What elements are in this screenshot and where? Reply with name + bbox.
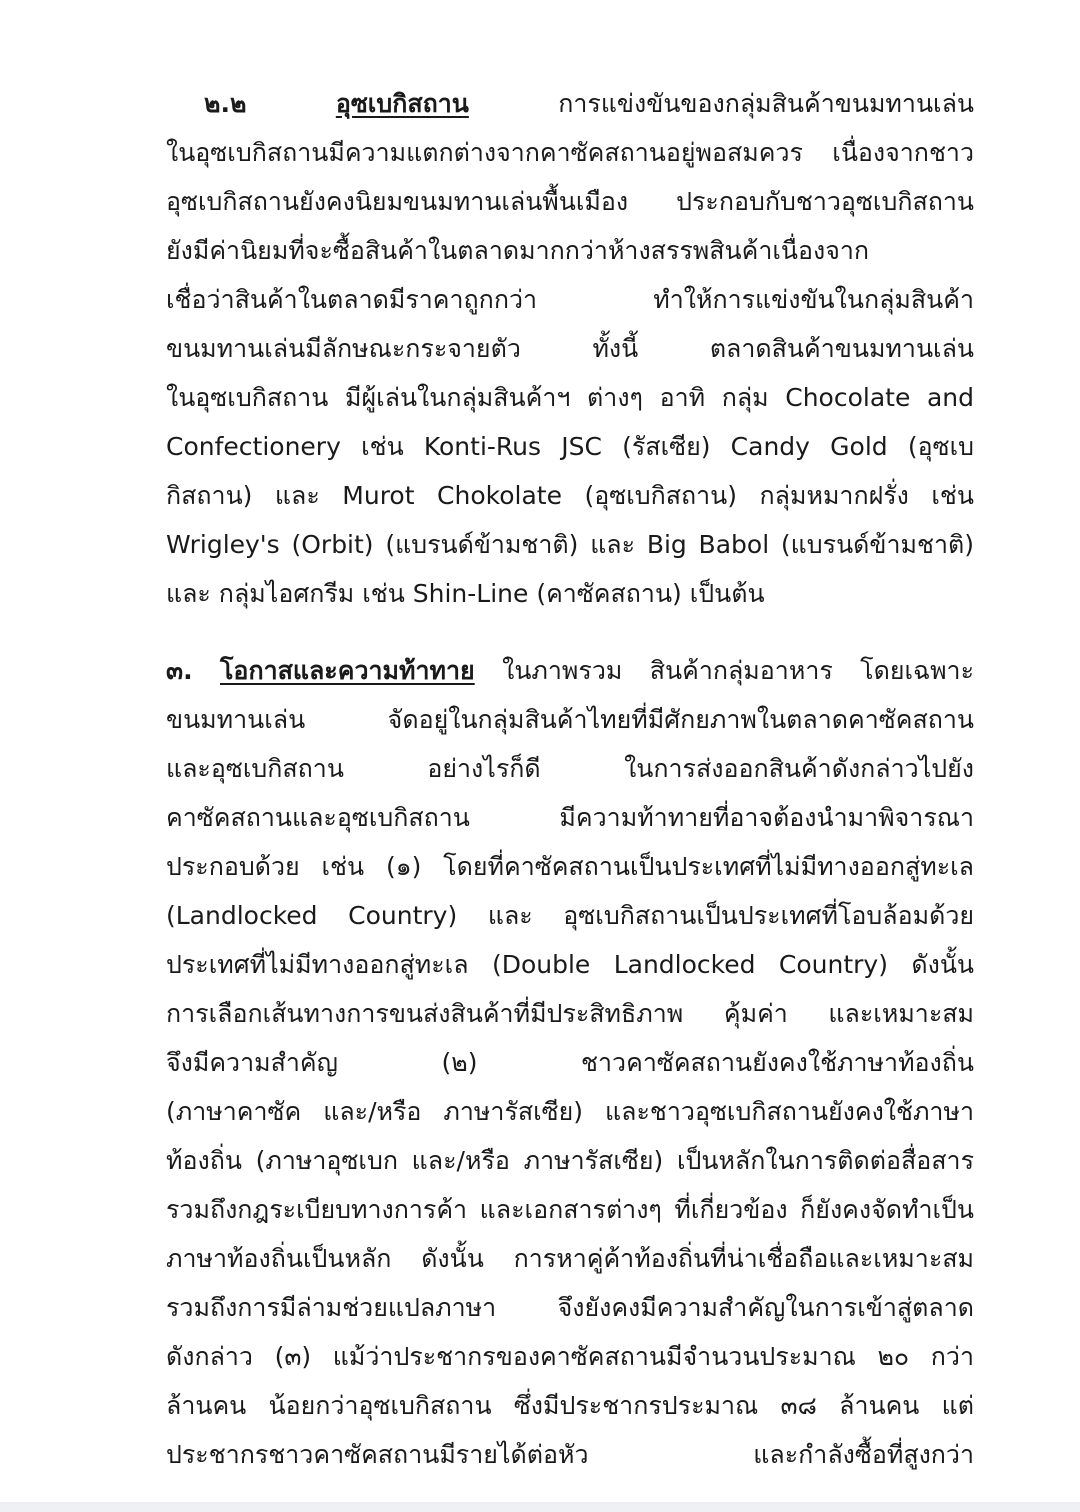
paragraph-line: จึงมีความสำคัญ (๒) ชาวคาซัคสถานยังคงใช้ภาษาท้องถิ่น [166,1048,974,1077]
paragraph-line: ภาษาท้องถิ่นเป็นหลัก ดังนั้น การหาคู่ค้าท้องถิ่นที่น่าเชื่อถือและเหมาะสม [166,1244,974,1273]
paragraph-line: กิสถาน) และ Murot Chokolate (อุซเบกิสถาน) กลุ่มหมากฝรั่ง เช่น [166,481,974,510]
paragraph-line: ในอุซเบกิสถาน มีผู้เล่นในกลุ่มสินค้าฯ ต่างๆ อาทิ กลุ่ม Chocolate and [166,383,974,412]
paragraph-line: ประเทศที่ไม่มีทางออกสู่ทะเล (Double Landlocked Country) ดังนั้น [166,950,974,979]
paragraph-line: Wrigley's (Orbit) (แบรนด์ข้ามชาติ) และ Big Babol (แบรนด์ข้ามชาติ) [166,530,974,559]
section-3-number: ๓. [166,656,193,685]
paragraph-line: (ภาษาคาซัค และ/หรือ ภาษารัสเซีย) และชาวอุซเบกิสถานยังคงใช้ภาษา [166,1097,974,1126]
paragraph-line: การเลือกเส้นทางการขนส่งสินค้าที่มีประสิทธิภาพ คุ้มค่า และเหมาะสม [166,999,974,1028]
section-3-line-1 [166,646,974,695]
section-2-2-heading: อุซเบกิสถาน [335,89,469,118]
section-3-first-line-text: ในภาพรวม สินค้ากลุ่มอาหาร โดยเฉพาะ [502,656,975,685]
paragraph-line: ยังมีค่านิยมที่จะซื้อสินค้าในตลาดมากกว่าห้างสรรพสินค้าเนื่องจาก [166,236,870,265]
paragraph-line: ล้านคน น้อยกว่าอุซเบกิสถาน ซึ่งมีประชากรประมาณ ๓๘ ล้านคน แต่ [166,1391,974,1420]
paragraph-line: รวมถึงกฎระเบียบทางการค้า และเอกสารต่างๆ ที่เกี่ยวข้อง ก็ยังคงจัดทำเป็น [166,1195,974,1224]
section-2-2-first-line-text: การแข่งขันของกลุ่มสินค้าขนมทานเล่น [558,89,974,118]
section-2-2-number: ๒.๒ [204,89,247,118]
page-bottom-edge [0,1502,1080,1512]
paragraph-line: อุซเบกิสถานยังคงนิยมขนมทานเล่นพื้นเมือง ประกอบกับชาวอุซเบกิสถาน [166,187,974,216]
paragraph-line: ประกอบด้วย เช่น (๑) โดยที่คาซัคสถานเป็นประเทศที่ไม่มีทางออกสู่ทะเล [166,852,974,881]
paragraph-line: ประชากรชาวคาซัคสถานมีรายได้ต่อหัว และกำลังซื้อที่สูงกว่า [166,1440,974,1469]
paragraph-line: ดังกล่าว (๓) แม้ว่าประชากรของคาซัคสถานมีจำนวนประมาณ ๒๐ กว่า [166,1342,974,1371]
section-3-heading: โอกาสและความท้าทาย [220,656,475,685]
paragraph-line: ขนมทานเล่น จัดอยู่ในกลุ่มสินค้าไทยที่มีศักยภาพในตลาดคาซัคสถาน [166,705,974,734]
paragraph-line: เชื่อว่าสินค้าในตลาดมีราคาถูกกว่า ทำให้การแข่งขันในกลุ่มสินค้า [166,285,974,314]
paragraph-line: และ กลุ่มไอศกรีม เช่น Shin-Line (คาซัคสถาน) เป็นต้น [166,579,765,608]
paragraph-line: รวมถึงการมีล่ามช่วยแปลภาษา จึงยังคงมีความสำคัญในการเข้าสู่ตลาด [166,1293,974,1322]
paragraph-line: Confectionery เช่น Konti-Rus JSC (รัสเซีย) Candy Gold (อุซเบ [166,432,974,461]
paragraph-line: ขนมทานเล่นมีลักษณะกระจายตัว ทั้งนี้ ตลาดสินค้าขนมทานเล่น [166,334,974,363]
section-2-2-line-1 [204,79,974,128]
paragraph-line: และอุซเบกิสถาน อย่างไรก็ดี ในการส่งออกสินค้าดังกล่าวไปยัง [166,754,974,783]
paragraph-line: (Landlocked Country) และ อุซเบกิสถานเป็นประเทศที่โอบล้อมด้วย [166,901,974,930]
paragraph-line: คาซัคสถานและอุซเบกิสถาน มีความท้าทายที่อาจต้องนำมาพิจารณา [166,803,974,832]
paragraph-line: ในอุซเบกิสถานมีความแตกต่างจากคาซัคสถานอยู่พอสมควร เนื่องจากชาว [166,138,974,167]
paragraph-line: ท้องถิ่น (ภาษาอุซเบก และ/หรือ ภาษารัสเซีย) เป็นหลักในการติดต่อสื่อสาร [166,1146,974,1175]
